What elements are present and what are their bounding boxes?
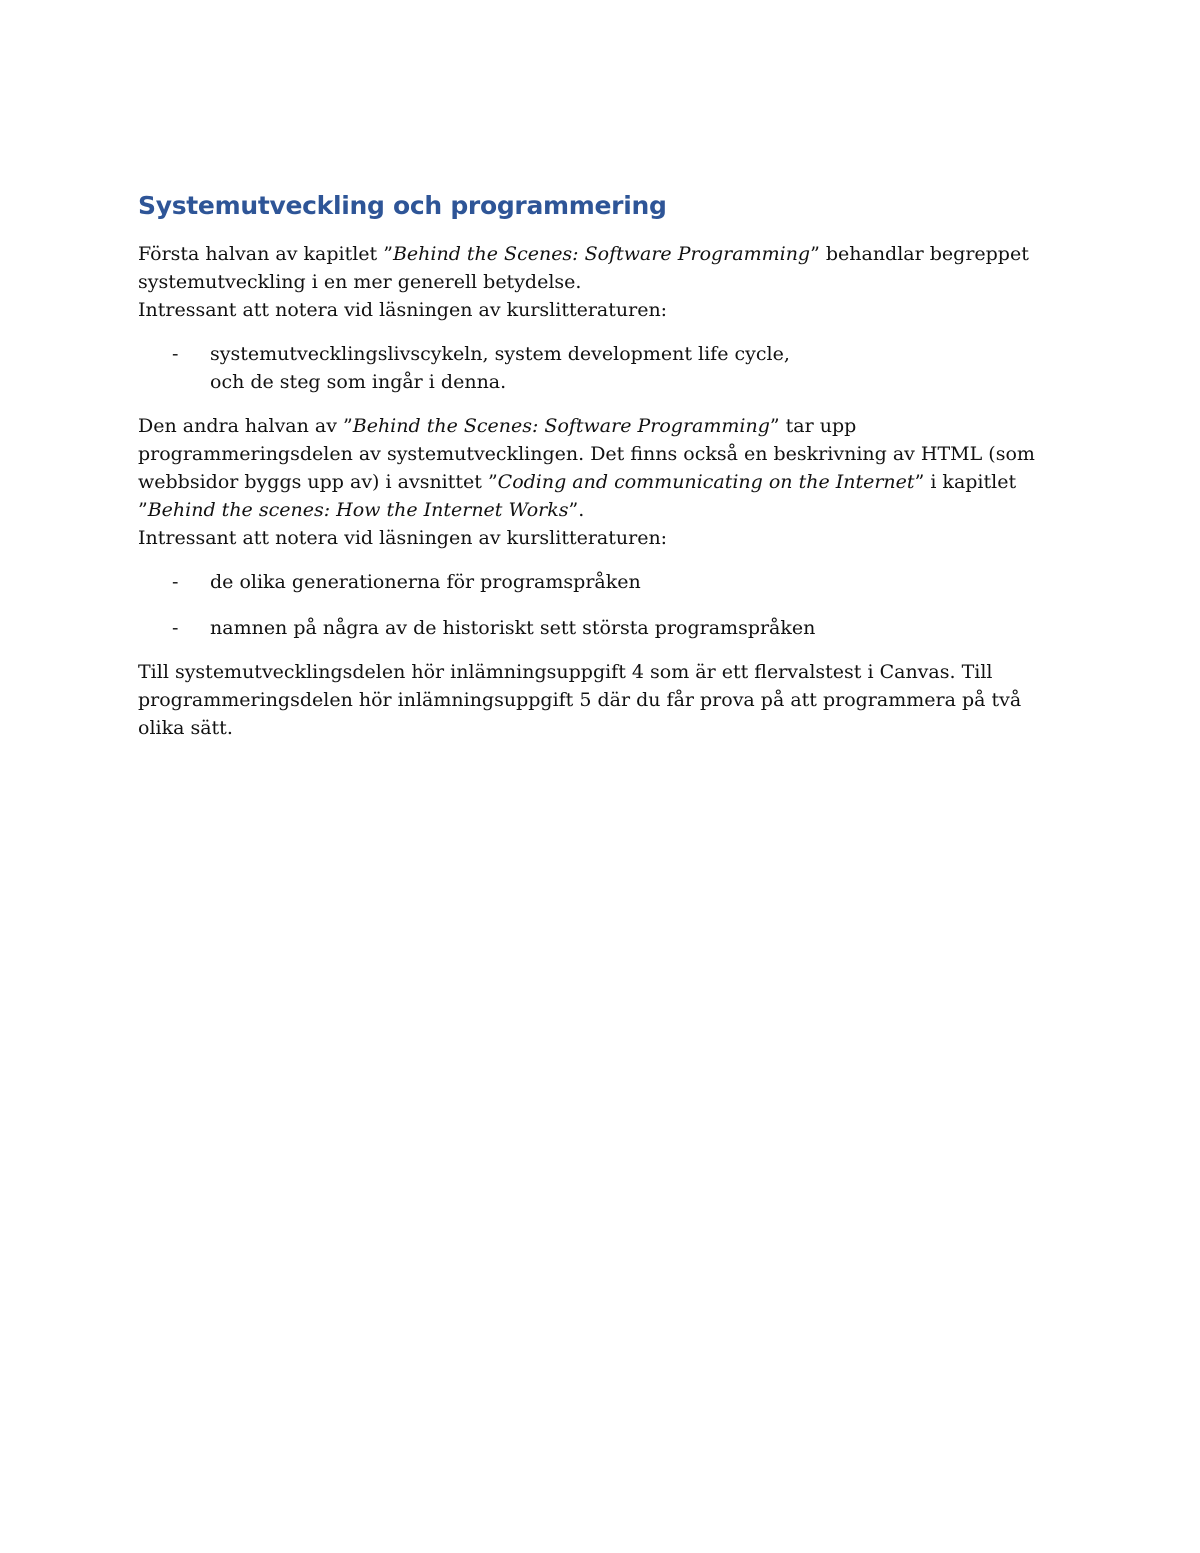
section2-text-a: Den andra halvan av ” [138, 415, 353, 437]
section1-intro-before: Första halvan av kapitlet ” [138, 243, 393, 265]
bullet-text: de olika generationerna för programspråken [210, 571, 641, 593]
bullet-line1: systemutvecklingslivscykeln, system development life cycle, [210, 343, 790, 365]
bullet-text: namnen på några av de historiskt sett största programspråken [210, 617, 816, 639]
closing-paragraph: Till systemutvecklingsdelen hör inlämningsuppgift 4 som är ett flervalstest i Canvas. Till programmeringsdelen hör inlämningsuppgift 5 där du får prova på att programmera på två olika sätt. [138, 661, 1022, 739]
section1-intro [138, 240, 1068, 296]
bullet-dash: - [172, 571, 179, 593]
document-content [138, 186, 1068, 742]
list-item [138, 340, 1068, 396]
section1-bullet-list [138, 340, 1068, 396]
section1-note: Intressant att notera vid läsningen av kurslitteraturen: [138, 299, 668, 321]
bullet-dash: - [172, 617, 179, 639]
section2-chapter-title: Behind the scenes: How the Internet Works [147, 499, 569, 521]
bullet-dash: - [172, 343, 179, 365]
bullet-line2: och de steg som ingår i denna. [210, 371, 507, 393]
section2-paragraph [138, 412, 1068, 524]
section2-text-c: ” i kapitlet ” [138, 471, 1017, 521]
section2-text-b: ” tar upp programmeringsdelen av systemutvecklingen. Det finns också en beskrivning av HTML (som webbsidor byggs upp av) i avsnittet ” [138, 415, 1035, 493]
section2-note: Intressant att notera vid läsningen av kurslitteraturen: [138, 527, 668, 549]
section2-text-d: ”. [568, 499, 585, 521]
list-item [138, 568, 1068, 596]
document-title: Systemutveckling och programmering [138, 191, 667, 220]
section2-bullet-list [138, 568, 1068, 642]
section1-intro-book-title: Behind the Scenes: Software Programming [392, 243, 811, 265]
section2-book-title: Behind the Scenes: Software Programming [352, 415, 770, 437]
list-item [138, 614, 1068, 642]
section2-section-title: Coding and communicating on the Internet [497, 471, 915, 493]
section1-intro-after: ” behandlar begreppet systemutveckling i en mer generell betydelse. [138, 243, 1029, 293]
